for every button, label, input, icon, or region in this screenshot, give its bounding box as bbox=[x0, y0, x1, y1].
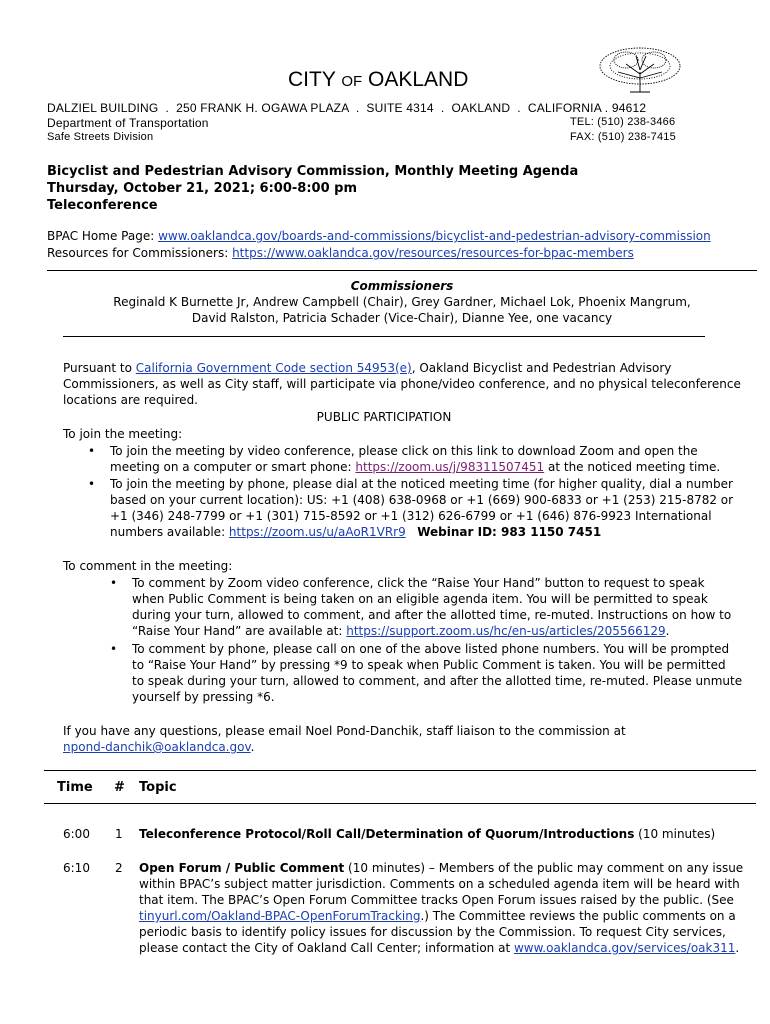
agenda-heading bbox=[47, 163, 578, 214]
comment-phone-item: To comment by phone, please call on one of the above listed phone numbers. You will be prompted to “Raise Your Hand” by pressing *9 to speak when Public Comment is taken. You will be permitted to speak during your turn, allowed to comment, and after the allotted time, re-muted. Please unmute yourself by pressing *6. bbox=[132, 642, 743, 704]
commissioners-title: Commissioners bbox=[350, 279, 454, 293]
divider-commissioners bbox=[63, 336, 705, 337]
resources-link[interactable]: https://www.oaklandca.gov/resources/resources-for-bpac-members bbox=[232, 246, 634, 260]
commissioners-line-2: David Ralston, Patricia Schader (Vice-Chair), Dianne Yee, one vacancy bbox=[191, 311, 613, 325]
agenda-heading-mode: Teleconference bbox=[47, 198, 158, 213]
join-heading: To join the meeting: bbox=[63, 427, 183, 441]
table-header-rule bbox=[44, 803, 756, 804]
webinar-id: Webinar ID: 983 1150 7451 bbox=[417, 525, 602, 539]
commissioners-line-1: Reginald K Burnette Jr, Andrew Campbell (Chair), Grey Gardner, Michael Lok, Phoenix Mangrum, bbox=[113, 295, 691, 309]
international-numbers-link[interactable]: https://zoom.us/u/aAoR1VRr9 bbox=[228, 525, 406, 539]
bullet-icon: • bbox=[110, 642, 118, 656]
home-page-link[interactable]: www.oaklandca.gov/boards-and-commissions/bicyclist-and-pedestrian-advisory-commission bbox=[158, 229, 711, 243]
gov-code-link[interactable]: California Government Code section 54953(e) bbox=[135, 361, 412, 375]
division: Safe Streets Division bbox=[47, 131, 154, 143]
column-topic: Topic bbox=[139, 780, 177, 795]
table-row-time: 6:00 bbox=[63, 827, 90, 841]
fax: FAX: (510) 238-7415 bbox=[570, 131, 676, 143]
public-participation-title: PUBLIC PARTICIPATION bbox=[316, 410, 452, 424]
comment-heading: To comment in the meeting: bbox=[63, 559, 233, 573]
city-title: CITY OF OAKLAND bbox=[288, 68, 469, 91]
department: Department of Transportation bbox=[47, 116, 209, 130]
table-row-topic: Teleconference Protocol/Roll Call/Determination of Quorum/Introductions (10 minutes) bbox=[139, 827, 716, 841]
join-video-item: To join the meeting by video conference, please click on this link to download Zoom and open the meeting on a computer or smart phone: https://zoom.us/j/98311507451 at the noticed meeting time. bbox=[110, 444, 721, 474]
raise-hand-instructions-link[interactable]: https://support.zoom.us/hc/en-us/articles/205566129 bbox=[346, 624, 666, 638]
open-forum-tracking-link[interactable]: tinyurl.com/Oakland-BPAC-OpenForumTracking bbox=[139, 909, 421, 923]
staff-email-link[interactable]: npond-danchik@oaklandca.gov bbox=[63, 740, 251, 754]
telephone: TEL: (510) 238-3466 bbox=[570, 116, 676, 128]
questions-paragraph: If you have any questions, please email Noel Pond-Danchik, staff liaison to the commission at npond-danchik@oaklandca.gov. bbox=[63, 724, 626, 754]
comment-zoom-item: To comment by Zoom video conference, click the “Raise Your Hand” button to request to speak when Public Comment is being taken on an eligible agenda item. You will be permitted to speak during your turn, allowed to comment, and after the allotted time, re-muted. Instructions on how to “Raise Your Hand” are available at: https://support.zoom.us/hc/en-us/articles/205566129. bbox=[132, 576, 732, 638]
agenda-heading-date: Thursday, October 21, 2021; 6:00-8:00 pm bbox=[47, 181, 358, 196]
agenda-heading-title: Bicyclist and Pedestrian Advisory Commission, Monthly Meeting Agenda bbox=[47, 164, 579, 179]
table-row-number: 1 bbox=[115, 827, 123, 841]
column-time: Time bbox=[57, 780, 93, 795]
zoom-meeting-link[interactable]: https://zoom.us/j/98311507451 bbox=[355, 460, 545, 474]
divider-top bbox=[47, 270, 757, 271]
join-phone-item: To join the meeting by phone, please dial at the noticed meeting time (for higher quality, dial a number based on your current location): US: +1 (408) 638-0968 or +1 (669) 900-6833 or +1 (253) 215-8782 or +1 (346) 248-7799 or +1 (301) 715-8592 or +1 (312) 626-6799 or +1 (646) 876-9923 International numbers available: https://zoom.us/u/aAoR1VRr9 Webinar ID: 983 1150 7451 bbox=[110, 477, 734, 539]
bullet-icon: • bbox=[88, 444, 96, 458]
oak311-link[interactable]: www.oaklandca.gov/services/oak311 bbox=[513, 941, 736, 955]
oak-tree-logo bbox=[596, 44, 684, 94]
resources-line: Resources for Commissioners: https://www.oaklandca.gov/resources/resources-for-bpac-members bbox=[47, 246, 634, 260]
column-number: # bbox=[114, 780, 125, 795]
table-row-time: 6:10 bbox=[63, 861, 90, 875]
participation-intro: Pursuant to California Government Code section 54953(e), Oakland Bicyclist and Pedestrian Advisory Commissioners, as well as City staff, will participate via phone/video conference, and no physical teleconference locations are required. bbox=[63, 361, 741, 407]
bullet-icon: • bbox=[110, 576, 118, 590]
home-page-line: BPAC Home Page: www.oaklandca.gov/boards-and-commissions/bicyclist-and-pedestrian-advisory-commission bbox=[47, 229, 711, 243]
address-line: DALZIEL BUILDING . 250 FRANK H. OGAWA PLAZA . SUITE 4314 . OAKLAND . CALIFORNIA . 94612 bbox=[47, 101, 647, 115]
bullet-icon: • bbox=[88, 477, 96, 491]
commissioners-block bbox=[47, 278, 757, 326]
table-row-number: 2 bbox=[115, 861, 123, 875]
table-row-topic: Open Forum / Public Comment (10 minutes) – Members of the public may comment on any issue within BPAC’s subject matter jurisdiction. Comments on a scheduled agenda item will be heard with that item. The BPAC’s Open Forum Committee tracks Open Forum issues raised by the public. (See tinyurl.com/Oakland-BPAC-OpenForumTracking.) The Committee reviews the public comments on a periodic basis to identify policy issues for discussion by the Commission. To request City services, please contact the City of Oakland Call Center; information at www.oaklandca.gov/services/oak311. bbox=[139, 861, 744, 955]
table-top-rule bbox=[44, 770, 756, 771]
